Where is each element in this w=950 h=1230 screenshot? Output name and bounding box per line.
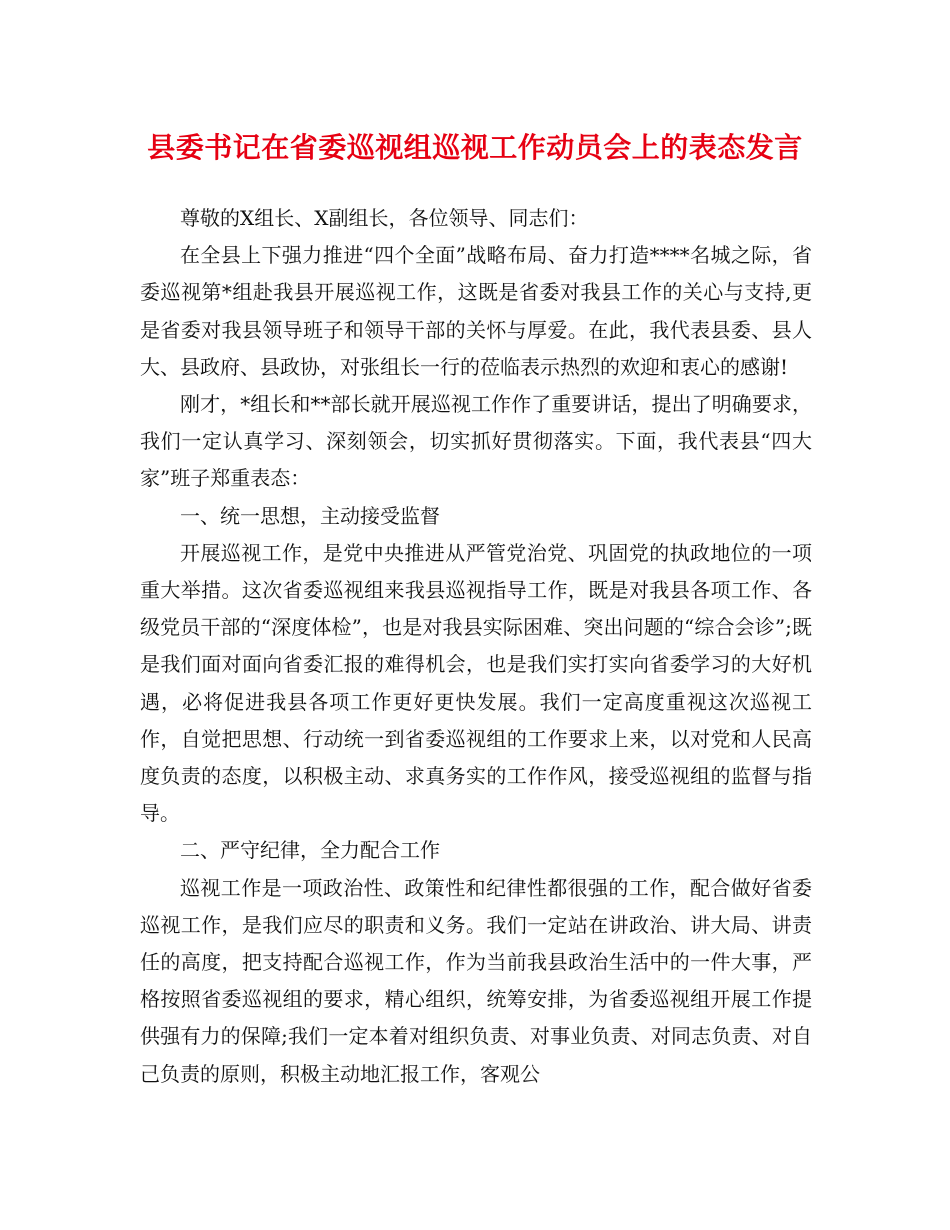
paragraph-section-1: 开展巡视工作，是党中央推进从严管党治党、巩固党的执政地位的一项重大举措。这次省委巡视组来我县巡视指导工作，既是对我县各项工作、各级党员干部的“深度体检”，也是对我县实际困难、突出问题的“综合会诊”;既是我们面对面向省委汇报的难得机会，也是我们实打实向省委学习的大好机遇，必将促进我县各项工作更好更快发展。我们一定高度重视这次巡视工作，自觉把思想、行动统一到省委巡视组的工作要求上来，以对党和人民高度负责的态度，以积极主动、求真务实的工作作风，接受巡视组的监督与指导。 (140, 540, 812, 826)
section-heading-2: 二、严守纪律，全力配合工作 (180, 838, 440, 863)
paragraph-section-2: 巡视工作是一项政治性、政策性和纪律性都很强的工作，配合做好省委巡视工作，是我们应尽的职责和义务。我们一定站在讲政治、讲大局、讲责任的高度，把支持配合巡视工作，作为当前我县政治生活中的一件大事，严格按照省委巡视组的要求，精心组织，统筹安排，为省委巡视组开展工作提供强有力的保障;我们一定本着对组织负责、对事业负责、对同志负责、对自己负责的原则，积极主动地汇报工作，客观公 (140, 875, 812, 1086)
paragraph-response: 刚才，*组长和**部长就开展巡视工作作了重要讲话，提出了明确要求，我们一定认真学习、深刻领会，切实抓好贯彻落实。下面，我代表县“四大家”班子郑重表态： (140, 392, 812, 491)
salutation: 尊敬的X组长、X副组长，各位领导、同志们： (180, 206, 589, 230)
document-body (140, 200, 812, 1093)
document-title: 县委书记在省委巡视组巡视工作动员会上的表态发言 (147, 131, 803, 164)
section-heading-1: 一、统一思想，主动接受监督 (180, 503, 440, 528)
paragraph-intro: 在全县上下强力推进“四个全面”战略布局、奋力打造****名城之际，省委巡视第*组赴我县开展巡视工作，这既是省委对我县工作的关心与支持,更是省委对我县领导班子和领导干部的关怀与厚爱。在此，我代表县委、县人大、县政府、县政协，对张组长一行的莅临表示热烈的欢迎和衷心的感谢! (140, 243, 812, 379)
